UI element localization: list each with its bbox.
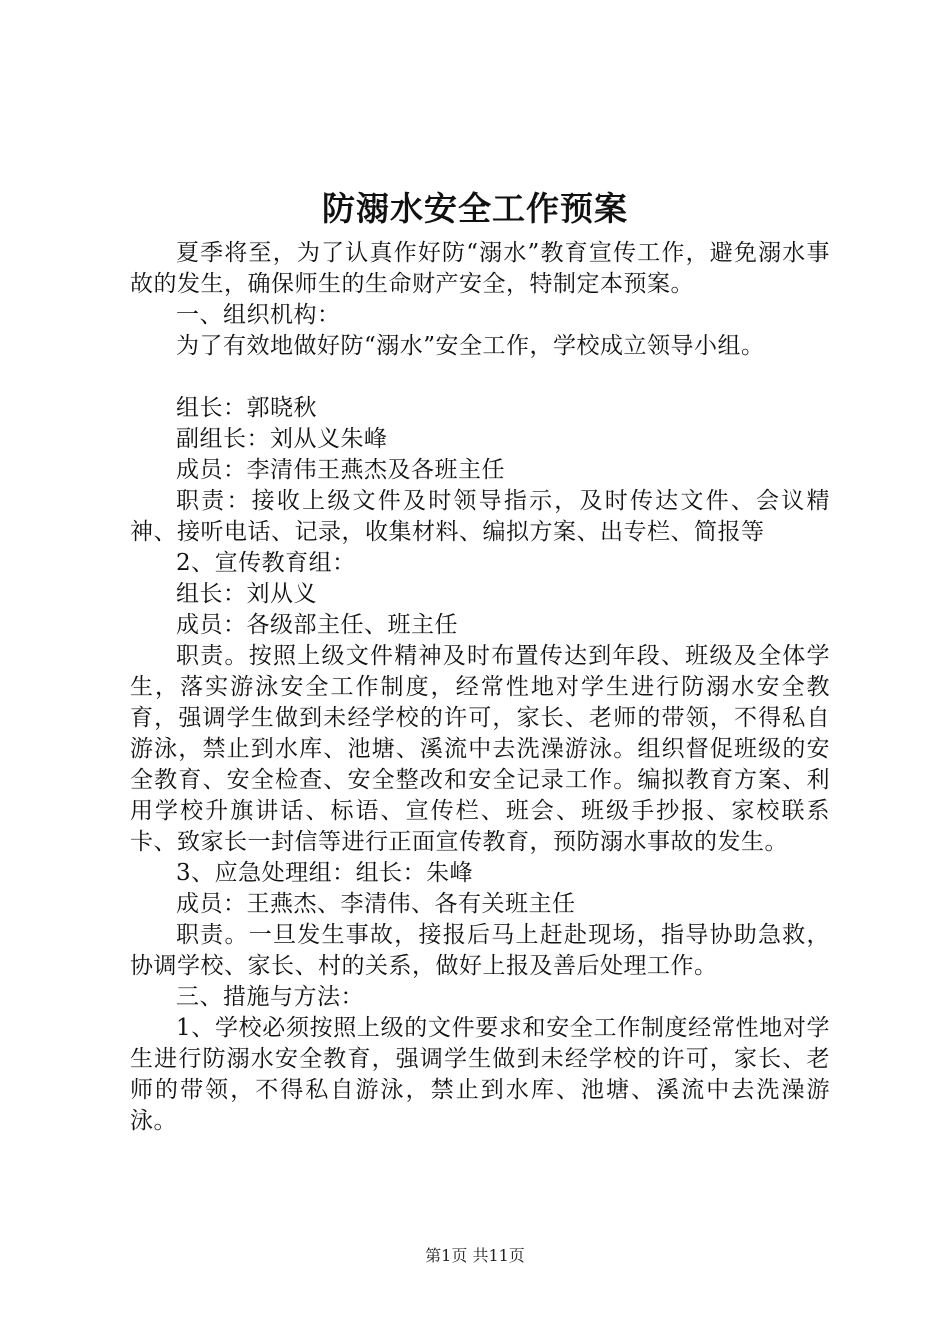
paragraph-members: 成员：李清伟王燕杰及各班主任 [176,457,505,483]
paragraph-emergency-duties: 职责。一旦发生事故，接报后马上赶赴现场，指导协助急救，协调学校、家长、村的关系，做好上报及善后处理工作。 [130,922,830,979]
paragraph-deputy-leader: 副组长：刘从义朱峰 [176,426,388,452]
paragraph-duties-office: 职责：接收上级文件及时领导指示，及时传达文件、会议精神、接听电话、记录，收集材料、编拟方案、出专栏、简报等 [130,488,830,545]
paragraph-leadership-group: 为了有效地做好防“溺水”安全工作，学校成立领导小组。 [176,333,765,359]
paragraph-emergency-members: 成员：王燕杰、李清伟、各有关班主任 [176,891,576,917]
section-heading-organization: 一、组织机构： [176,302,341,328]
blank-line [130,362,830,393]
section-heading-education-group: 2、宣传教育组： [176,550,356,576]
paragraph-education-leader: 组长：刘从义 [176,581,317,607]
paragraph-education-duties: 职责。按照上级文件精神及时布置传达到年段、班级及全体学生，落实游泳安全工作制度，经常性地对学生进行防溺水安全教育，强调学生做到未经学校的许可，家长、老师的带领，不得私自游泳，禁止到水库、池塘、溪流中去洗澡游泳。组织督促班级的安全教育、安全检查、安全整改和安全记录工作。编拟教育方案、利用学校升旗讲话、标语、宣传栏、班会、班级手抄报、家校联系卡、致家长一封信等进行正面宣传教育，预防溺水事故的发生。 [130,643,830,855]
section-heading-measures: 三、措施与方法： [176,984,364,1010]
paragraph-group-leader: 组长：郭晓秋 [176,395,317,421]
paragraph-measure-1: 1、学校必须按照上级的文件要求和安全工作制度经常性地对学生进行防溺水安全教育，强调学生做到未经学校的许可，家长、老师的带领，不得私自游泳，禁止到水库、池塘、溪流中去洗澡游泳。 [130,1015,830,1134]
section-heading-emergency-group: 3、应急处理组：组长：朱峰 [176,860,474,886]
page-number-footer: 第1页 共11页 [425,1246,525,1265]
paragraph-intro: 夏季将至，为了认真作好防“溺水”教育宣传工作，避免溺水事故的发生，确保师生的生命财产安全，特制定本预案。 [130,240,830,297]
paragraph-education-members: 成员：各级部主任、班主任 [176,612,458,638]
document-body [130,238,830,1137]
document-title: 防溺水安全工作预案 [322,189,628,228]
